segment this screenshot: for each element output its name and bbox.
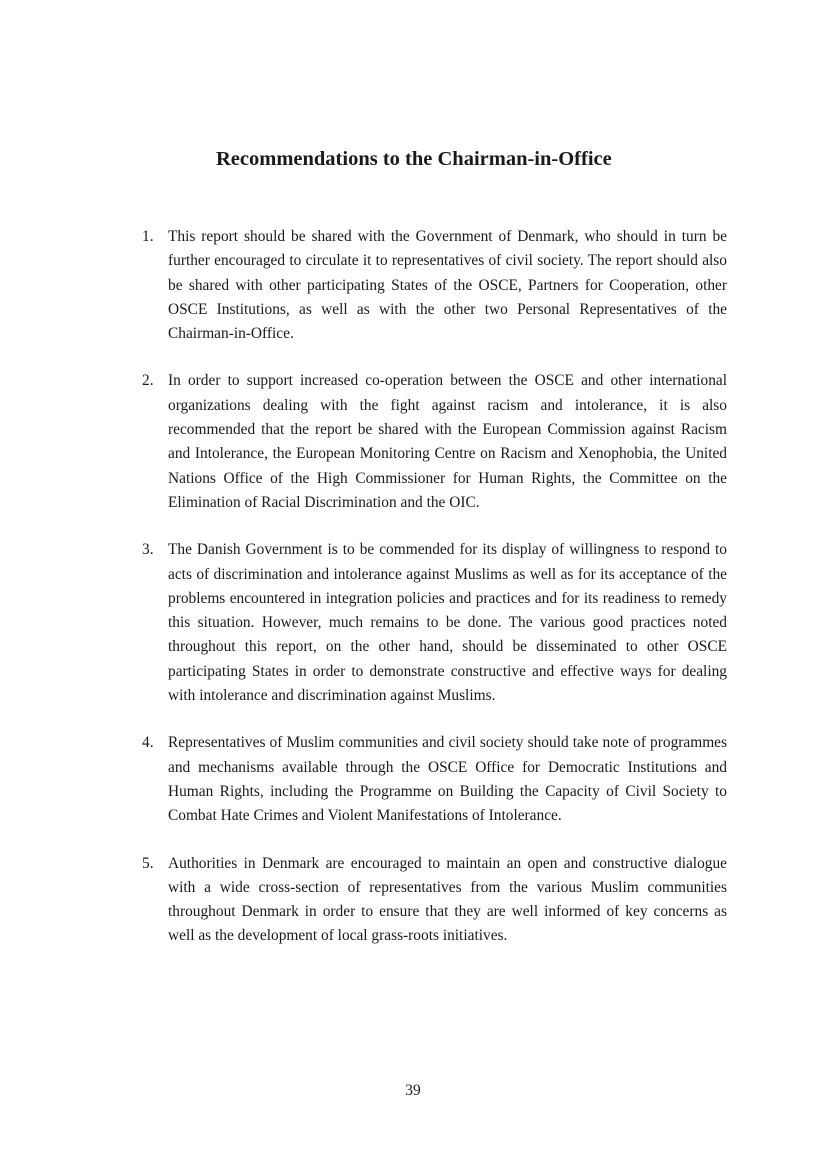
recommendation-number: 1.	[142, 228, 154, 245]
recommendation-number: 2.	[142, 372, 154, 390]
recommendation-item	[142, 369, 727, 515]
recommendation-number: 3.	[142, 541, 154, 559]
recommendation-item	[142, 225, 727, 346]
recommendations-list	[142, 225, 727, 972]
recommendation-text: Authorities in Denmark are encouraged to maintain an open and constructive dialogue with a wide cross-section of representatives from the various Muslim communities throughout Denmark in order to ensure that they are well informed of key concerns as well as the development of local grass-roots initiatives.	[168, 854, 727, 945]
recommendation-item	[142, 538, 727, 708]
recommendation-text: Representatives of Muslim communities and civil society should take note of programmes and mechanisms available through the OSCE Office for Democratic Institutions and Human Rights, including the Programme on Building the Capacity of Civil Society to Combat Hate Crimes and Violent Manifestations of Intolerance.	[168, 734, 727, 825]
recommendation-number: 5.	[142, 854, 154, 872]
recommendation-text: The Danish Government is to be commended for its display of willingness to respond to acts of discrimination and intolerance against Muslims as well as for its acceptance of the problems encountered in integration policies and practices and for its readiness to remedy this situation. However, much remains to be done. The various good practices noted throughout this report, on the other hand, should be disseminated to other OSCE participating States in order to demonstrate constructive and effective ways for dealing with intolerance and discrimination against Muslims.	[168, 541, 727, 705]
recommendation-text: In order to support increased co-operation between the OSCE and other international organizations dealing with the fight against racism and intolerance, it is also recommended that the report be shared with the European Commission against Racism and Intolerance, the European Monitoring Centre on Racism and Xenophobia, the United Nations Office of the High Commissioner for Human Rights, the Committee on the Elimination of Racial Discrimination and the OIC.	[168, 372, 727, 511]
recommendation-text: This report should be shared with the Government of Denmark, who should in turn be further encouraged to circulate it to representatives of civil society. The report should also be shared with other participating States of the OSCE, Partners for Cooperation, other OSCE Institutions, as well as with the other two Personal Representatives of the Chairman-in-Office.	[168, 228, 727, 343]
recommendation-item	[142, 731, 727, 828]
recommendation-number: 4.	[142, 734, 154, 752]
page-number: 39	[405, 1082, 421, 1099]
page-title: Recommendations to the Chairman-in-Office	[216, 148, 612, 170]
recommendation-item	[142, 852, 727, 949]
